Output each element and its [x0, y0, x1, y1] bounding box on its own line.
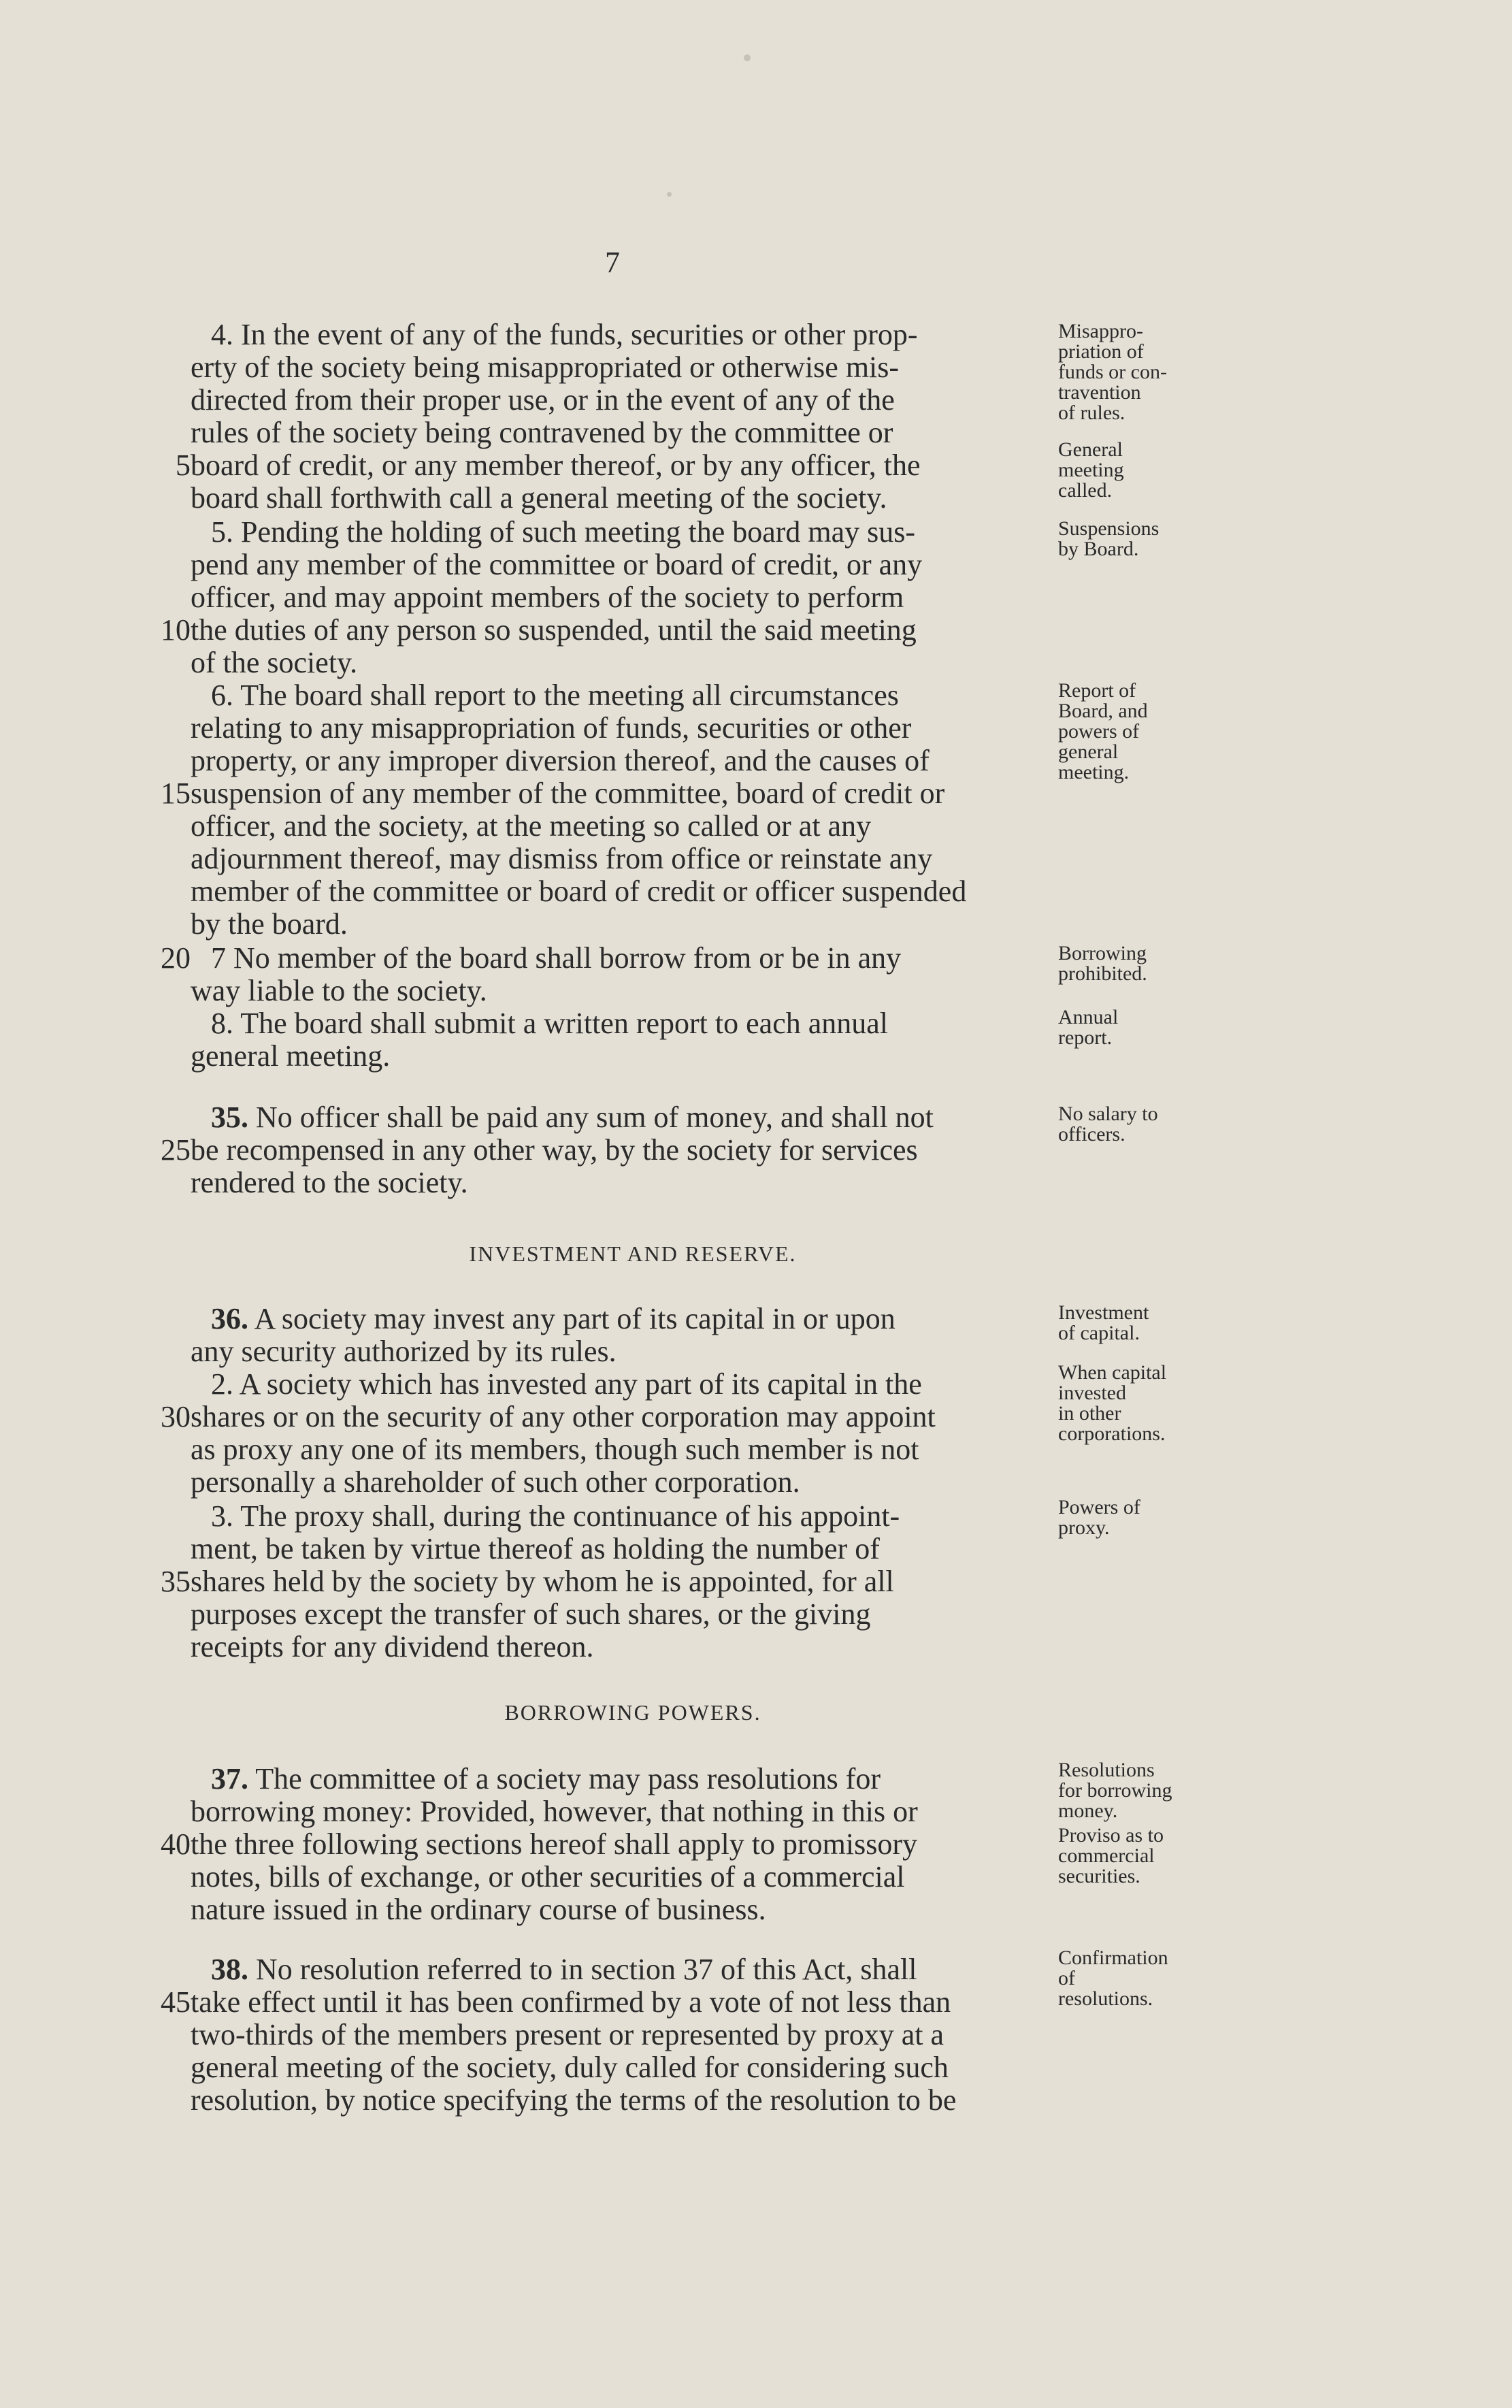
line-number: 10	[161, 613, 191, 647]
heading-borrowing: BORROWING POWERS.	[504, 1700, 761, 1725]
text-line: shares held by the society by whom he is appointed, for all	[191, 1565, 894, 1598]
section-number: 35.	[211, 1101, 248, 1134]
page-number: 7	[605, 246, 620, 279]
section-36	[211, 1303, 895, 1335]
text-line: 6. The board shall report to the meeting all circumstances	[211, 679, 899, 712]
text-line: of the society.	[191, 646, 358, 679]
section-35	[211, 1101, 934, 1134]
text-line: by the board.	[191, 907, 348, 941]
text-line: 8. The board shall submit a written report to each annual	[211, 1007, 889, 1040]
section-37	[211, 1763, 881, 1795]
text-line: board of credit, or any member thereof, or by any officer, the	[191, 449, 921, 482]
text-line: The committee of a society may pass resolutions for	[255, 1762, 881, 1795]
text-line: 4. In the event of any of the funds, securities or other prop-	[211, 318, 918, 351]
text-line: general meeting.	[191, 1039, 391, 1073]
line-number: 35	[161, 1565, 191, 1598]
text-line: borrowing money: Provided, however, that nothing in this or	[191, 1795, 918, 1828]
text-line: board shall forthwith call a general meeting of the society.	[191, 481, 887, 515]
section-38	[211, 1953, 917, 1986]
text-line: resolution, by notice specifying the terms of the resolution to be	[191, 2083, 957, 2117]
text-line: adjournment thereof, may dismiss from office or reinstate any	[191, 842, 933, 875]
margin-note: Annual report.	[1058, 1006, 1119, 1049]
margin-note: Confirmation of resolutions.	[1058, 1947, 1168, 2010]
text-line: the three following sections hereof shall apply to promissory	[191, 1827, 917, 1861]
text-line: way liable to the society.	[191, 974, 487, 1007]
text-line: general meeting of the society, duly called for considering such	[191, 2051, 949, 2084]
text-line: rules of the society being contravened by the committee or	[191, 416, 893, 449]
text-line: relating to any misappropriation of funds, securities or other	[191, 711, 912, 745]
margin-note: Powers of proxy.	[1058, 1496, 1140, 1539]
text-line: ment, be taken by virtue thereof as holding the number of	[191, 1532, 880, 1565]
text-line: directed from their proper use, or in the event of any of the	[191, 383, 895, 417]
text-line: any security authorized by its rules.	[191, 1335, 617, 1368]
text-line: receipts for any dividend thereon.	[191, 1630, 594, 1663]
text-line: 7 No member of the board shall borrow from or be in any	[211, 941, 902, 975]
margin-note: No salary to officers.	[1058, 1103, 1158, 1145]
text-line: suspension of any member of the committee, board of credit or	[191, 777, 945, 810]
margin-note: When capital invested in other corporations.	[1058, 1361, 1167, 1445]
text-line: member of the committee or board of credit or officer suspended	[191, 875, 967, 908]
text-line: take effect until it has been confirmed by a vote of not less than	[191, 1985, 951, 2019]
text-line: personally a shareholder of such other corporation.	[191, 1465, 800, 1499]
margin-note: Misappro- priation of funds or con- travention of rules.	[1058, 320, 1167, 424]
line-number: 40	[161, 1827, 191, 1861]
text-line: 3. The proxy shall, during the continuance of his appoint-	[211, 1499, 900, 1533]
paper-blemish	[744, 54, 751, 61]
text-line: shares or on the security of any other corporation may appoint	[191, 1400, 936, 1433]
line-number: 20	[161, 941, 191, 975]
text-line: rendered to the society.	[191, 1166, 468, 1199]
text-line: No officer shall be paid any sum of money, and shall not	[256, 1101, 934, 1134]
text-line: officer, and the society, at the meeting so called or at any	[191, 809, 872, 843]
text-line: 5. Pending the holding of such meeting the board may sus-	[211, 515, 916, 549]
line-number: 5	[176, 449, 191, 482]
text-line: A society may invest any part of its capital in or upon	[254, 1302, 895, 1335]
margin-note: Proviso as to commercial securities.	[1058, 1824, 1164, 1887]
text-line: No resolution referred to in section 37 of this Act, shall	[256, 1953, 917, 1986]
margin-note: Resolutions for borrowing money.	[1058, 1759, 1172, 1822]
text-line: as proxy any one of its members, though such member is not	[191, 1433, 919, 1466]
section-number: 38.	[211, 1953, 248, 1986]
margin-note: Investment of capital.	[1058, 1301, 1149, 1344]
line-number: 45	[161, 1985, 191, 2019]
text-line: nature issued in the ordinary course of business.	[191, 1893, 766, 1926]
text-line: property, or any improper diversion thereof, and the causes of	[191, 744, 930, 777]
text-line: erty of the society being misappropriated or otherwise mis-	[191, 351, 900, 384]
section-number: 37.	[211, 1762, 248, 1795]
text-line: be recompensed in any other way, by the society for services	[191, 1133, 918, 1167]
line-number: 15	[161, 777, 191, 810]
text-line: officer, and may appoint members of the society to perform	[191, 581, 904, 614]
text-line: 2. A society which has invested any part of its capital in the	[211, 1367, 922, 1401]
text-line: the duties of any person so suspended, until the said meeting	[191, 613, 917, 647]
margin-note: General meeting called.	[1058, 438, 1124, 502]
paper-blemish	[667, 192, 672, 197]
text-line: purposes except the transfer of such shares, or the giving	[191, 1597, 871, 1631]
margin-note: Report of Board, and powers of general meeting.	[1058, 679, 1148, 783]
text-line: pend any member of the committee or board of credit, or any	[191, 548, 923, 581]
section-number: 36.	[211, 1302, 248, 1335]
line-number: 30	[161, 1400, 191, 1433]
text-line: two-thirds of the members present or represented by proxy at a	[191, 2018, 944, 2051]
heading-investment: INVESTMENT AND RESERVE.	[469, 1241, 797, 1266]
margin-note: Borrowing prohibited.	[1058, 942, 1147, 985]
margin-note: Suspensions by Board.	[1058, 517, 1160, 560]
text-line: notes, bills of exchange, or other securities of a commercial	[191, 1860, 905, 1893]
line-number: 25	[161, 1133, 191, 1167]
